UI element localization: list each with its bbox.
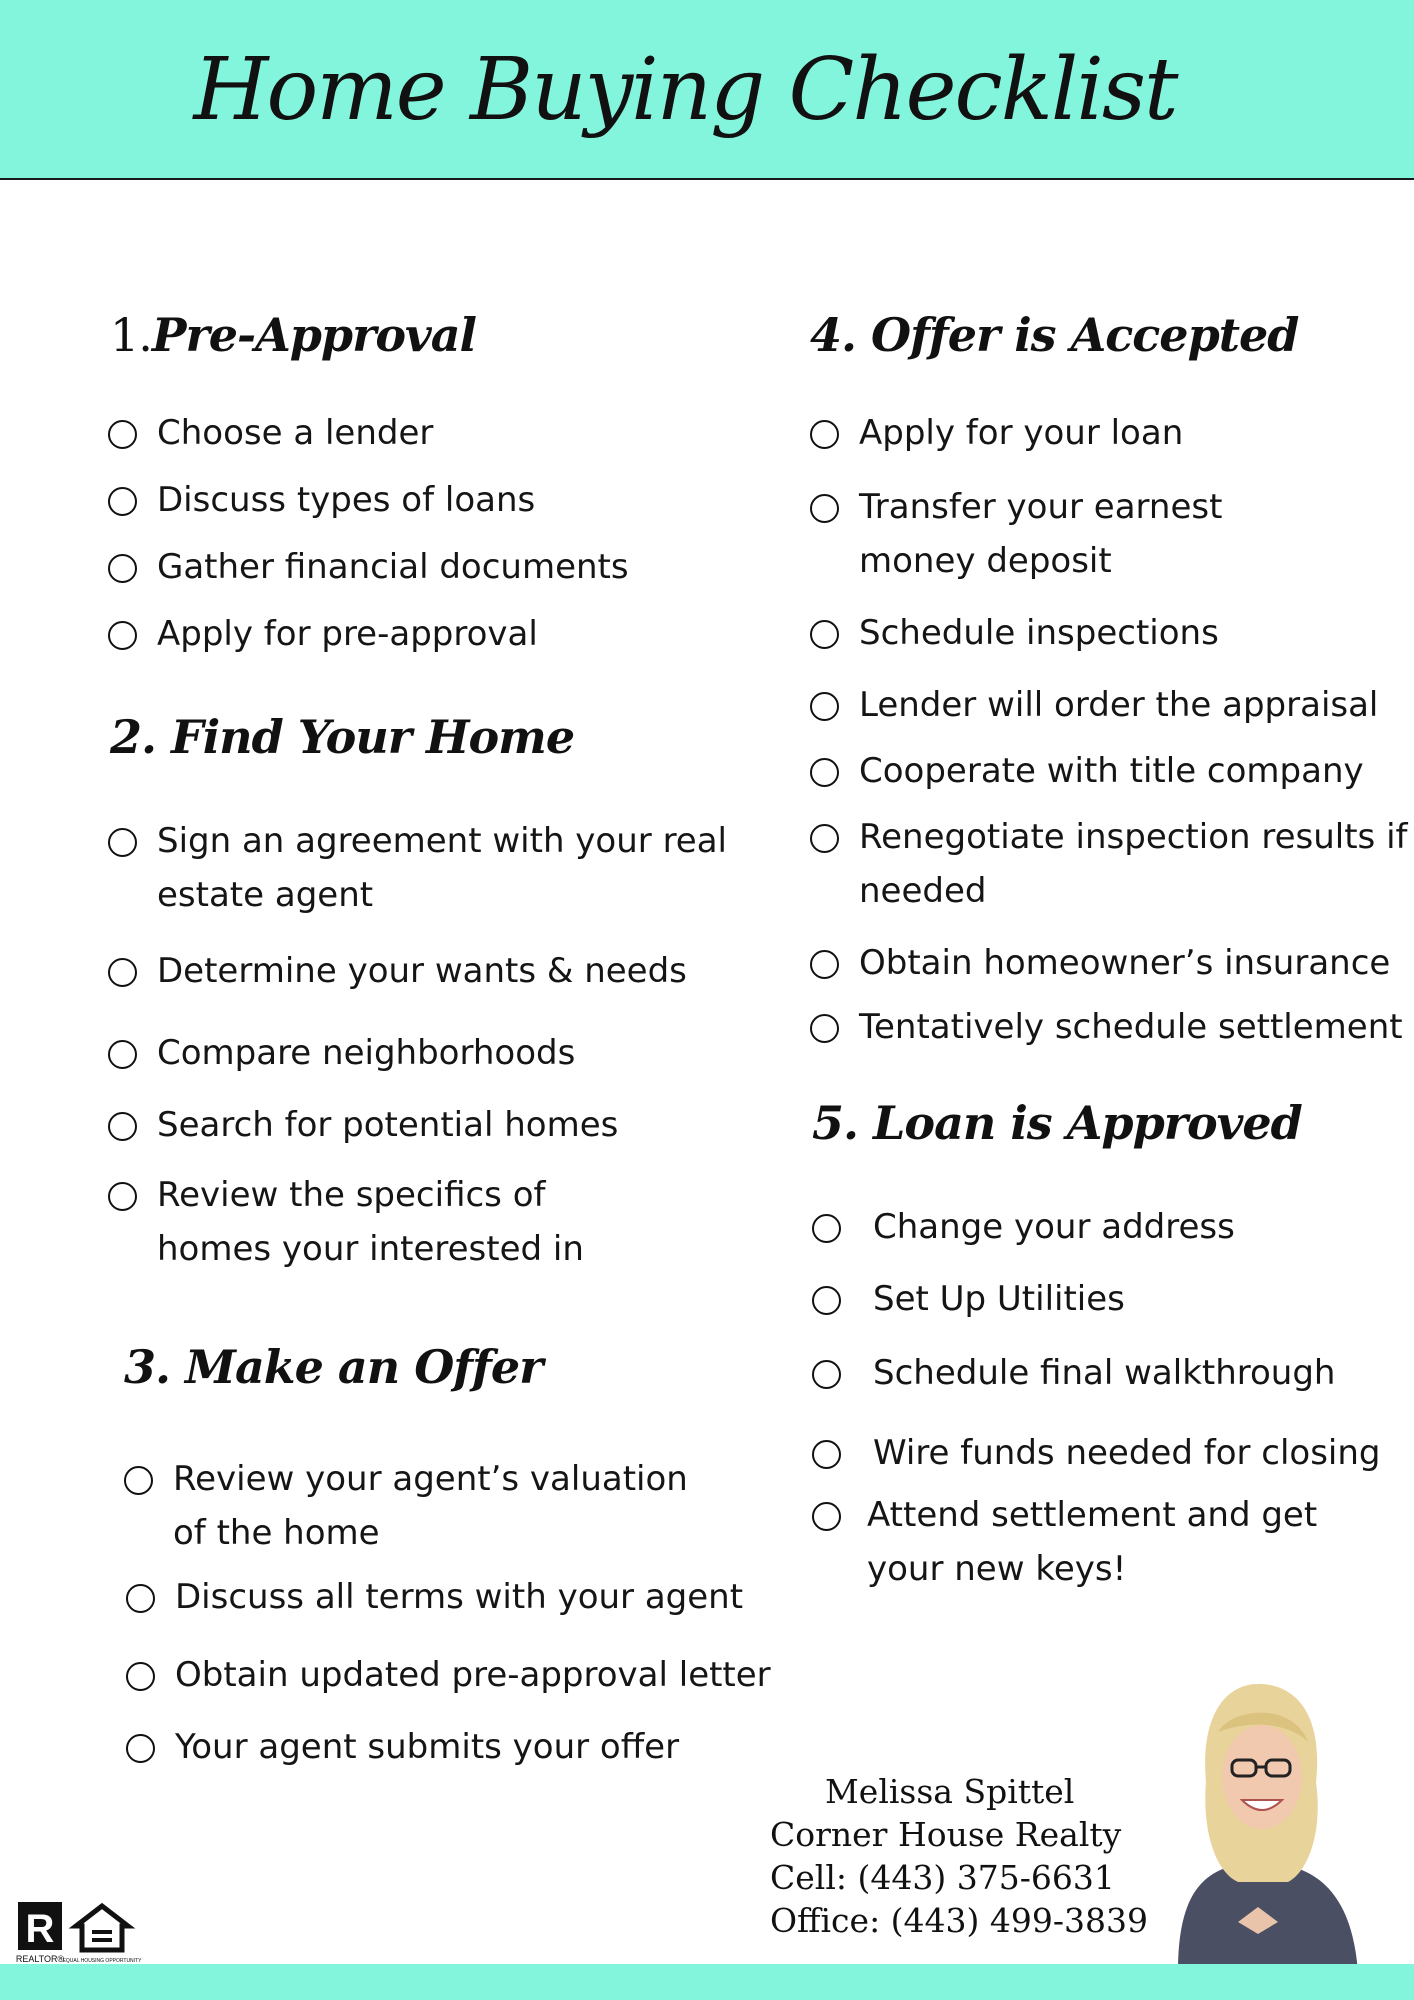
agent-contact-block — [770, 1770, 1150, 1942]
realtor-equal-housing-logos — [16, 1900, 146, 1966]
checklist-item[interactable] — [810, 414, 1400, 460]
checkbox-circle-icon[interactable] — [108, 420, 137, 449]
checklist-item-label: Schedule inspections — [859, 613, 1219, 653]
checklist-item[interactable] — [126, 1728, 766, 1774]
section-heading: Find Your Home — [171, 710, 575, 764]
checklist-item[interactable] — [108, 548, 708, 594]
checklist-item-label: Set Up Utilities — [873, 1279, 1125, 1319]
checklist-item-label: Review the specifics of homes your interested in — [157, 1175, 584, 1269]
checklist-item[interactable] — [812, 1280, 1402, 1326]
agent-cell-phone: Cell: (443) 375-6631 — [770, 1858, 1115, 1897]
checkbox-circle-icon[interactable] — [108, 1040, 137, 1069]
agent-photo — [1158, 1672, 1368, 1972]
checkbox-circle-icon[interactable] — [810, 692, 839, 721]
section-heading: Offer is Accepted — [871, 308, 1299, 362]
checklist-item[interactable] — [810, 944, 1410, 990]
checkbox-circle-icon[interactable] — [126, 1662, 155, 1691]
section-title-pre-approval — [110, 308, 476, 362]
section-heading: Make an Offer — [185, 1340, 543, 1394]
checkbox-circle-icon[interactable] — [810, 494, 839, 523]
checkbox-circle-icon[interactable] — [126, 1734, 155, 1763]
checkbox-circle-icon[interactable] — [810, 824, 839, 853]
checklist-item[interactable] — [108, 615, 708, 661]
checklist-item-label: Cooperate with title company — [859, 751, 1364, 791]
checkbox-circle-icon[interactable] — [810, 758, 839, 787]
realtor-label: REALTOR® — [16, 1954, 65, 1964]
checklist-item-label: Obtain updated pre-approval letter — [175, 1655, 771, 1695]
checkbox-circle-icon[interactable] — [810, 420, 839, 449]
checklist-item-label: Renegotiate inspection results if needed — [859, 817, 1408, 911]
equal-housing-label: EQUAL HOUSING OPPORTUNITY — [62, 1958, 142, 1964]
section-heading: Pre-Approval — [151, 308, 477, 362]
section-number: 5. — [812, 1096, 859, 1150]
checkbox-circle-icon[interactable] — [812, 1286, 841, 1315]
section-number: 1. — [110, 308, 152, 362]
agent-company: Corner House Realty — [770, 1815, 1122, 1854]
checkbox-circle-icon[interactable] — [126, 1584, 155, 1613]
checklist-item-label: Gather financial documents — [157, 547, 629, 587]
checklist-item[interactable] — [108, 1034, 748, 1080]
section-number: 2. — [110, 710, 157, 764]
checkbox-circle-icon[interactable] — [810, 950, 839, 979]
checklist-item-label: Determine your wants & needs — [157, 951, 687, 991]
checkbox-circle-icon[interactable] — [812, 1214, 841, 1243]
checklist-item[interactable] — [810, 488, 1240, 588]
checklist-item[interactable] — [812, 1208, 1402, 1254]
section-number: 4. — [810, 308, 857, 362]
checklist-item-label: Sign an agreement with your real estate agent — [157, 821, 727, 915]
agent-name: Melissa Spittel — [825, 1772, 1075, 1811]
checkbox-circle-icon[interactable] — [812, 1440, 841, 1469]
checklist-item[interactable] — [810, 818, 1410, 918]
checklist-item[interactable] — [126, 1578, 766, 1624]
footer-bar — [0, 1964, 1414, 2000]
agent-office-phone: Office: (443) 499-3839 — [770, 1901, 1149, 1940]
checklist-item-label: Choose a lender — [157, 413, 434, 453]
checklist-item-label: Apply for pre-approval — [157, 614, 538, 654]
checklist-item-label: Compare neighborhoods — [157, 1033, 576, 1073]
checklist-item-label: Schedule final walkthrough — [873, 1353, 1336, 1393]
checkbox-circle-icon[interactable] — [810, 1014, 839, 1043]
checkbox-circle-icon[interactable] — [124, 1466, 153, 1495]
checklist-item-label: Obtain homeowner’s insurance — [859, 943, 1391, 983]
checklist-item-label: Lender will order the appraisal — [859, 685, 1379, 725]
checklist-item-label: Review your agent’s valuation of the home — [173, 1459, 688, 1553]
checklist-item[interactable] — [126, 1656, 786, 1702]
section-title-make-an-offer — [124, 1340, 542, 1394]
checkbox-circle-icon[interactable] — [108, 1182, 137, 1211]
section-heading: Loan is Approved — [873, 1096, 1302, 1150]
checkbox-circle-icon[interactable] — [812, 1502, 841, 1531]
checklist-item[interactable] — [812, 1434, 1402, 1480]
checkbox-circle-icon[interactable] — [108, 1112, 137, 1141]
checklist-item[interactable] — [108, 481, 708, 527]
checklist-item-label: Discuss types of loans — [157, 480, 536, 520]
checklist-item-label: Change your address — [873, 1207, 1235, 1247]
svg-text:R: R — [25, 1907, 55, 1951]
checklist-item-label: Discuss all terms with your agent — [175, 1577, 744, 1617]
section-title-find-your-home — [110, 710, 574, 764]
checklist-item-label: Your agent submits your offer — [175, 1727, 680, 1767]
checkbox-circle-icon[interactable] — [108, 621, 137, 650]
checklist-item[interactable] — [810, 614, 1400, 660]
checklist-item[interactable] — [108, 414, 708, 460]
checklist-item-label: Tentatively schedule settlement — [859, 1007, 1403, 1047]
checklist-item[interactable] — [810, 1008, 1410, 1054]
checklist-item[interactable] — [108, 952, 748, 998]
checklist-item-label: Transfer your earnest money deposit — [859, 487, 1223, 581]
checklist-item[interactable] — [810, 752, 1400, 798]
checkbox-circle-icon[interactable] — [108, 958, 137, 987]
header-banner — [0, 0, 1414, 180]
equal-housing-icon — [76, 1906, 128, 1950]
checklist-item[interactable] — [108, 1176, 608, 1276]
checklist-item[interactable] — [108, 822, 748, 922]
checklist-item-label: Wire funds needed for closing — [873, 1433, 1381, 1473]
section-title-loan-is-approved — [812, 1096, 1302, 1150]
checklist-item[interactable] — [810, 686, 1400, 732]
checkbox-circle-icon[interactable] — [108, 828, 137, 857]
page-title: Home Buying Checklist — [193, 40, 1177, 140]
section-title-offer-is-accepted — [810, 308, 1298, 362]
checkbox-circle-icon[interactable] — [108, 554, 137, 583]
checklist-item-label: Search for potential homes — [157, 1105, 619, 1145]
checklist-item[interactable] — [108, 1106, 748, 1152]
checklist-item-label: Apply for your loan — [859, 413, 1184, 453]
checklist-item-label: Attend settlement and get your new keys! — [867, 1495, 1318, 1589]
checklist-item[interactable] — [812, 1496, 1402, 1596]
section-number: 3. — [124, 1340, 171, 1394]
checklist-item[interactable] — [812, 1354, 1402, 1400]
checkbox-circle-icon[interactable] — [812, 1360, 841, 1389]
checkbox-circle-icon[interactable] — [810, 620, 839, 649]
checklist-item[interactable] — [124, 1460, 724, 1560]
checkbox-circle-icon[interactable] — [108, 487, 137, 516]
